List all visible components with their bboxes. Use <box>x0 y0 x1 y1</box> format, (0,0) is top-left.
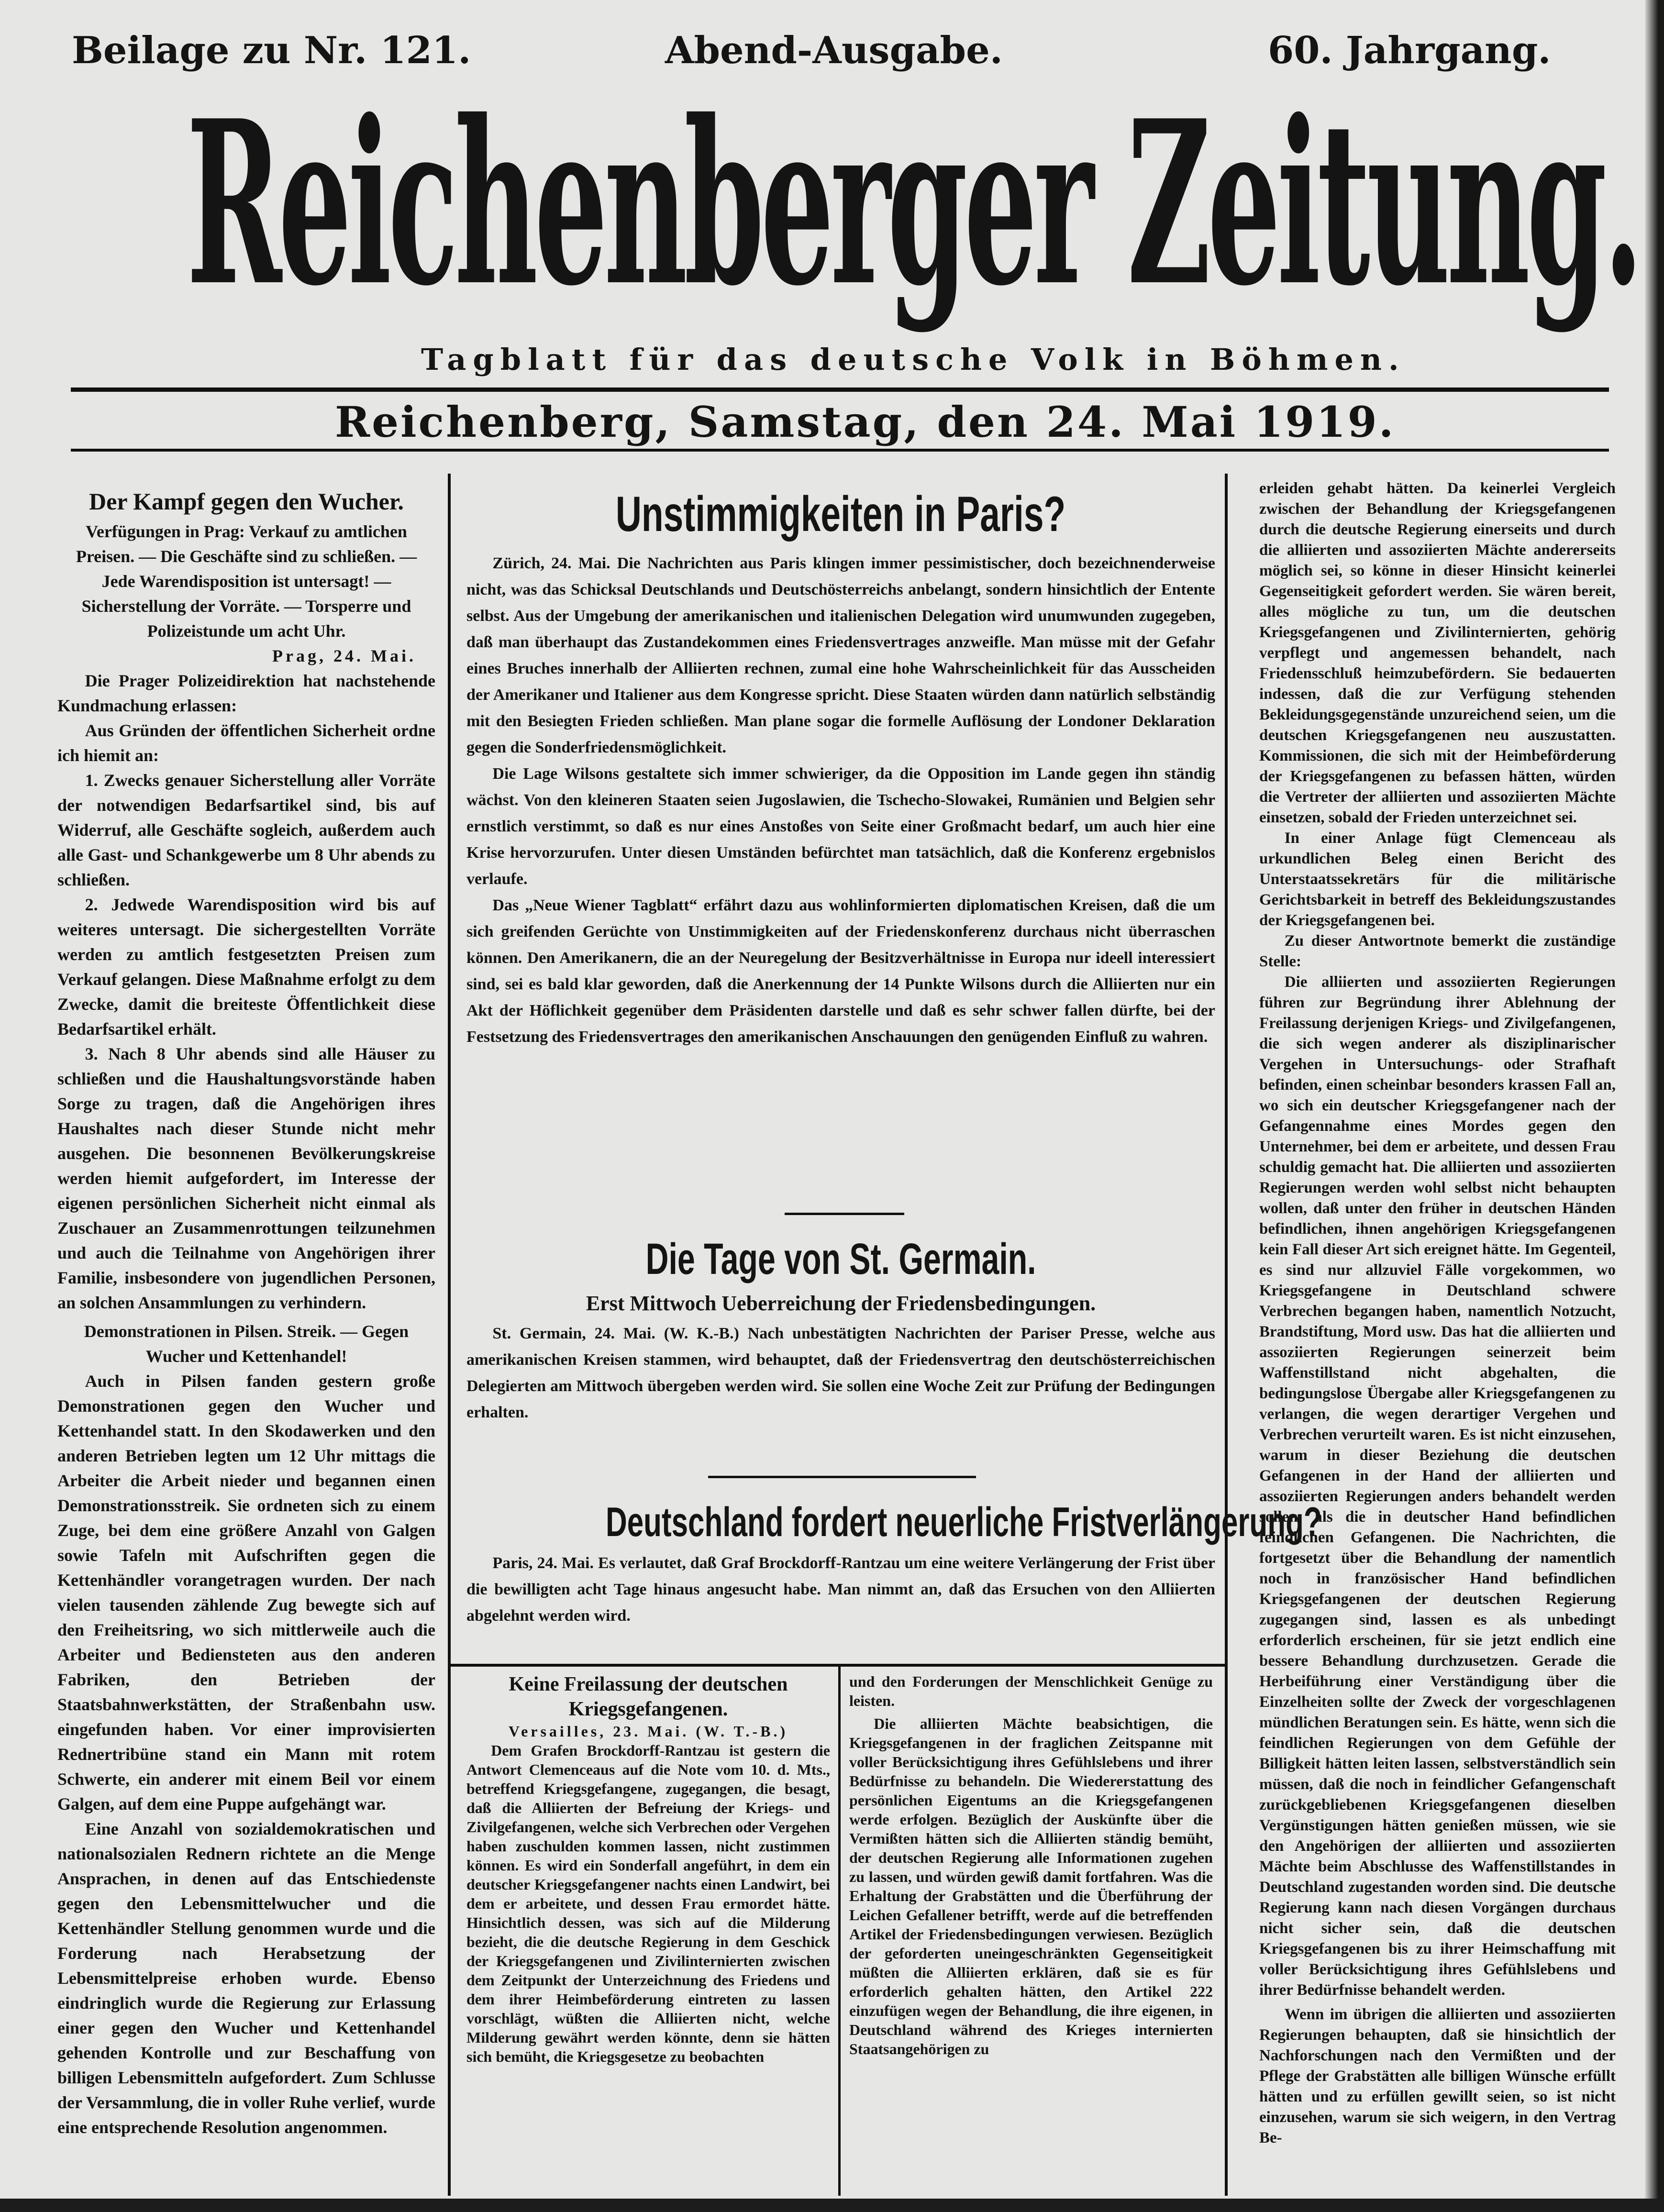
masthead <box>187 71 1640 359</box>
paragraph: Die Prager Polizeidirektion hat nachstehende Kundmachung erlassen: <box>57 671 435 715</box>
paragraph: Die alliierten Mächte beabsichtigen, die Kriegsgefangenen in der fraglichen Zeitspanne mit voller Berücksichtigung ihres Gefühlslebens und ihrer Bedürfnisse zu behandeln. Die Wiedererstattung des persönlichen Eigentums an die Kriegsgefangenen werde erfolgen. Bezüglich der Auskünfte über die Vermißten hätten sich die Alliierten ständig bemüht, der deutschen Regierung alle Informationen zugehen zu lassen, und würden gewiß damit fortfahren. Was die Erhaltung der Grabstätten und die Überführung der Leichen Gefallener betrifft, werde auf die betreffenden Artikel der Friedensbedingungen verwiesen. Bezüglich der geforderten uneingeschränkten Gegenseitigkeit müßten die Alliierten erklären, daß sie es für erforderlich gehalten hätten, den Artikel 222 einzufügen wegen der Behandlung, die ihre eigenen, in Deutschland während des Krieges internierten Staatsangehörigen zu <box>849 1715 1213 2057</box>
paragraph: 1. Zwecks genauer Sicherstellung aller Vorräte der notwendigen Bedarfsartikel sind, bis auf Widerruf, alle Geschäfte sogleich, außerdem auch alle Gast- und Schankgewerbe um 8 Uhr abends zu schließen. <box>57 771 435 889</box>
article-kriegsgefangene-part3 <box>1259 478 1616 2148</box>
subheadline: Verfügungen in Prag: Verkauf zu amtlichen Preisen. — Die Geschäfte sind zu schließen. — Jede Warendisposition ist untersagt! — Sicherstellung der Vorräte. — Torsperre und Polizeistunde um acht Uhr. <box>76 522 417 641</box>
headline-text: Unstimmigkeiten in Paris? <box>616 487 1066 542</box>
paragraph: St. Germain, 24. Mai. (W. K.-B.) Nach unbestätigten Nachrichten der Pariser Presse, welche aus amerikanischen Kreisen stammen, wird behauptet, daß der Friedensvertrag den deutschösterreichischen Delegierten am Mittwoch übergeben werden wird. Sie sollen eine Woche Zeit zur Prüfung der Bedingungen erhalten. <box>466 1325 1215 1421</box>
scan-edge-right <box>1645 0 1664 2212</box>
headline-text: Die Tage von St. Germain. <box>645 1235 1036 1283</box>
paragraph: Auch in Pilsen fanden gestern große Demonstrationen gegen den Wucher und Kettenhandel statt. In den Skodawerken und den anderen Betrieben legten um 12 Uhr mittags die Arbeiter die Arbeit nieder und begannen einen Demonstrationsstreik. Sie ordneten sich zu einem Zuge, bei dem eine größere Anzahl von Galgen sowie Tafeln mit Aufschriften gegen die Kettenhändler vorangetragen wurden. Der nach vielen tausenden zählende Zug bewegte sich auf den Freiheitsring, wo sich mittlerweile auch die Arbeiter und Bediensteten aus den anderen Fabriken, den Betrieben der Staatsbahnwerkstätten, der Straßenbahn usw. eingefunden haben. Vor einer improvisierten Rednertribüne stand ein Mann mit rotem Schwerte, ein anderer mit einem Beil vor einem Galgen, auf dem eine Puppe aufgehängt war. <box>57 1371 435 1814</box>
paragraph: In einer Anlage fügt Clemenceau als urkundlichen Beleg einen Bericht des Unterstaatssekretärs für die militärische Gerichtsbarkeit in betreff des Bekleidungszustandes der Kriegsgefangenen bei. <box>1259 830 1616 929</box>
paragraph: Die Lage Wilsons gestaltete sich immer schwieriger, da die Opposition im Lande gegen ihn ständig wächst. Von den kleineren Staaten seien Jugoslawien, die Tschecho-Slowakei, Rumänien und Belgien sehr ernstlich verstimmt, so daß es nur eines Anstoßes von Seite einer Großmacht bedarf, um auch hier eine Krise hervorzurufen. Unter diesen Umständen befürchtet man tatsächlich, daß die Konferenz ergebnislos verlaufe. <box>466 765 1215 888</box>
dateline: Versailles, 23. Mai. (W. T.-B.) <box>508 1723 788 1740</box>
masthead-title: Reichenberger Zeitung. <box>187 71 1640 335</box>
paragraph: erleiden gehabt hätten. Da keinerlei Vergleich zwischen der Behandlung der Kriegsgefangenen durch die deutsche Regierung einerseits und durch die alliierten und assoziierten Mächte andererseits möglich sei, so könne in dieser Hinsicht keinerlei Gegenseitigkeit gefordert werden. Sie wären bereit, alles mögliche zu tun, um die deutschen Kriegsgefangenen und Zivilinternierten, gehörig verpflegt und angemessen behandelt, nach Friedensschluß heimzubefördern. Sie bedauerten indessen, daß die zur Verfügung stehenden Bekleidungsgegenstände unzureichend seien, um die deutschen Kriegsgefangenen neu auszustatten. Kommissionen, die sich mit der Heimbeförderung der Kriegsgefangenen zu befassen hätten, würden die Vertreter der alliierten und assoziierten Mächte einsetzen, sobald der Frieden unterzeichnet sei. <box>1259 480 1616 826</box>
paragraph: Zu dieser Antwortnote bemerkt die zuständige Stelle: <box>1259 932 1616 970</box>
paragraph: und den Forderungen der Menschlichkeit Genüge zu leisten. <box>849 1673 1213 1709</box>
paragraph: 2. Jedwede Warendisposition wird bis auf weiteres untersagt. Die sichergestellten Vorräte werden zu amtlich festgesetzten Preisen zum Verkauf gelangen. Diese Maßnahme erfolgt zu dem Zwecke, damit die breiteste Öffentlichkeit diese Bedarfsartikel erhält. <box>57 895 435 1039</box>
scan-edge-bottom <box>0 2199 1664 2212</box>
headline <box>466 1232 1215 1287</box>
column-rule-2 <box>1225 474 1228 2196</box>
subheadline: Erst Mittwoch Ueberreichung der Friedensbedingungen. <box>586 1292 1096 1315</box>
article-kriegsgefangene-part1 <box>466 1672 830 2066</box>
column-rule-1 <box>448 474 451 2196</box>
rule-top <box>71 387 1609 392</box>
masthead-subtitle: Tagblatt für das deutsche Volk in Böhmen. <box>421 342 1406 377</box>
paragraph: Paris, 24. Mai. Es verlautet, daß Graf Brockdorff-Rantzau um eine weitere Verlängerung der Frist über die bewilligten acht Tage hinaus angesucht habe. Man nimmt an, daß das Ersuchen von den Alliierten abgelehnt werden wird. <box>466 1554 1215 1625</box>
paragraph: Wenn im übrigen die alliierten und assoziierten Regierungen behaupten, daß sie hinsichtlich der Nachforschungen nach den Vermißten und der Pflege der Grabstätten alle billigen Wünsche erfüllt hätten und zu erfüllen gewillt seien, so ist nicht einzusehen, warum sie sich weigern, in den Vertrag Be- <box>1259 2006 1616 2146</box>
subheadline-pilsen: Demonstrationen in Pilsen. Streik. — Gegen Wucher und Kettenhandel! <box>84 1322 409 1366</box>
headline: Keine Freilassung der deutschen Kriegsgefangenen. <box>509 1673 788 1720</box>
rule-bottom-section <box>451 1664 1225 1667</box>
headline-text: Deutschland fordert neuerliche Fristverlängerung? <box>606 1499 1322 1545</box>
dateline: Prag, 24. Mai. <box>272 646 416 665</box>
article-fristverlaengerung <box>466 1495 1322 1629</box>
paragraph: Eine Anzahl von sozialdemokratischen und nationalsozialen Rednern richtete an die Menge Ansprachen, in denen auf das Entschiedenste gegen den Lebensmittelwucher und die Kettenhändler Stellung genommen wurde und die Forderung nach Herabsetzung der Lebensmittelpreise erhoben wurde. Ebenso eindringlich wurde die Regierung zur Erlassung einer gegen den Wucher und Kettenhandel gehenden Kontrolle und zur Beschaffung von billigen Lebensmitteln aufgefordert. Zum Schlusse der Versammlung, die in voller Ruhe verlief, wurde eine entsprechende Resolution angenommen. <box>57 1819 435 2137</box>
paragraph: 3. Nach 8 Uhr abends sind alle Häuser zu schließen und die Haushaltungsvorstände haben Sorge zu tragen, daß die Angehörigen ihres Haushaltes nach dieser Stunde nicht mehr ausgehen. Die besonnenen Bevölkerungskreise werden hiemit aufgefordert, im Interesse der eigenen persönlichen Sicherheit nicht einmal als Zuschauer an Zusammenrottungen teilzunehmen und auch die Teilnahme von Angehörigen ihrer Familie, insbesondere von jugendlichen Personen, an solchen Ansammlungen zu verhindern. <box>57 1044 435 1312</box>
article-paris <box>466 483 1215 1050</box>
paragraph: Zürich, 24. Mai. Die Nachrichten aus Paris klingen immer pessimistischer, doch bezeichnenderweise nicht, was das Schicksal Deutschlands und Deutschösterreichs anbelangt, sondern hinsichtlich der Entente selbst. Aus der Umgebung der amerikanischen und italienischen Delegation wird unumwunden zugegeben, daß man überhaupt das Zustandekommen eines Friedensvertrages anzweifle. Man müsse mit der Gefahr eines Bruches innerhalb der Alliierten rechnen, zumal eine hohe Wahrscheinlichkeit für das Ausscheiden der Amerikaner und Italiener aus dem Kongresse spricht. Diese Staaten würden dann natürlich selbständig mit den Besiegten Frieden schließen. Man plane sogar die formelle Auflösung der Londoner Deklaration gegen die Sonderfriedensmöglichkeit. <box>466 554 1215 756</box>
edition-label: Abend-Ausgabe. <box>665 29 1003 72</box>
paragraph: Das „Neue Wiener Tagblatt“ erfährt dazu aus wohlinformierten diplomatischen Kreisen, daß die um sich greifenden Gerüchte von Unstimmigkeiten auf der Friedenskonferenz durchaus nicht überraschen können. Den Amerikanern, die an der Neuregelung der Besitzverhältnisse in Europa nur ideell interessiert sind, sei es bald klar geworden, daß die Anerkennung der 14 Punkte Wilsons durch die Alliierten nur ein Akt der Höflichkeit gegenüber dem Präsidenten darstelle und daß es sehr schwer fallen dürfte, bei der Festsetzung des Friedensvertrages den amerikanischen Anschauungen den genügenden Einfluß zu wahren. <box>466 896 1215 1046</box>
paragraph: Aus Gründen der öffentlichen Sicherheit ordne ich hiemit an: <box>57 721 435 765</box>
headline <box>466 483 1215 545</box>
headline: Der Kampf gegen den Wucher. <box>89 488 404 515</box>
issue-dateline: Reichenberg, Samstag, den 24. Mai 1919. <box>335 397 1396 447</box>
article-wucher <box>57 486 435 2140</box>
rule-below-date <box>71 449 1609 452</box>
supplement-number: Beilage zu Nr. 121. <box>72 29 471 72</box>
separator <box>785 1213 904 1215</box>
article-st-germain <box>466 1232 1215 1426</box>
paragraph: Die alliierten und assoziierten Regierungen führen zur Begründung ihrer Ablehnung der Freilassung derjenigen Kriegs- und Zivilgefangenen, die sich wegen anderer als disziplinarischer Vergehen in Untersuchungs- oder Strafhaft befinden, einen scheinbar besonders krassen Fall an, wo sich ein deutscher Kriegsgefangener nach der Gefangennahme eines Mordes gegen den Unternehmer, bei dem er arbeitete, und dessen Frau schuldig gemacht hat. Die alliierten und assoziierten Regierungen werden wohl selbst nicht behaupten wollen, daß unter den früher in deutschen Händen befindlichen, ihnen angehörigen Kriegsgefangenen kein Fall dieser Art sich ereignet hätte. Im Gegenteil, es sind nur allzuviel Fälle vorgekommen, wo Kriegsgefangene in Deutschland schwere Verbrechen begangen haben, namentlich Notzucht, Brandstiftung, Mord usw. Das hat die alliierten und assoziierten Regierungen seinerzeit beim Waffenstillstand nicht abgehalten, die bedingungslose Übergabe aller Kriegsgefangenen zu verlangen, die wegen derartiger Vergehen und Verbrechen verurteilt waren. Es ist nicht einzusehen, warum in dieser Beziehung die deutschen Gefangenen in der Hand der alliierten und assoziierten Regierungen anders behandelt werden sollen, als die in deutscher Hand befindlichen feindlichen Gefangenen. Die Nachrichten, die fortgesetzt über die Behandlung der namentlich noch in französischer Hand befindlichen Kriegsgefangenen der deutschen Regierung zugegangen sind, lassen es als unbedingt erforderlich erscheinen, für sie jetzt endlich eine bessere Behandlung durchzusetzen. Gerade die Herbeiführung einer Verständigung über die Einzelheiten sollte der Zweck der vorgeschlagenen mündlichen Beratungen sein. Es hätte, wenn sich die feindlichen Regierungen von dem Gefühle der Billigkeit hätten leiten lassen, selbstverständlich sein müssen, daß die noch in feindlicher Gefangenschaft zurückgebliebenen Kriegsgefangenen dieselben Vergünstigungen hätten genießen müssen, wie sie den Angehörigen der alliierten und assoziierten Mächte beim Abschlusse des Waffenstillstandes in Deutschland zugestanden worden sind. Die deutsche Regierung kann nach diesen Vorgängen durchaus nicht sicher sein, daß die deutschen Kriegsgefangenen bis zu ihrer Heimschaffung mit voller Berücksichtigung ihres Gefühlslebens und ihrer Bedürfnisse behandelt werden. <box>1259 973 1616 1999</box>
headline <box>466 1495 1322 1550</box>
subcolumn-rule <box>838 1667 841 2196</box>
separator <box>708 1476 976 1478</box>
volume-label: 60. Jahrgang. <box>1268 29 1551 72</box>
article-kriegsgefangene-part2 <box>849 1672 1213 2058</box>
paragraph: Dem Grafen Brockdorff-Rantzau ist gestern die Antwort Clemenceaus auf die Note vom 10. d. Mts., betreffend Kriegsgefangene, zugegangen, die besagt, daß die Alliierten der Befreiung der Kriegs- und Zivilgefangenen, welche sich Verbrechen oder Vergehen haben zuschulden kommen lassen, nicht zustimmen können. Es wird ein Sonderfall angeführt, in dem ein deutscher Kriegsgefangener nachts einen Landwirt, bei dem er arbeitete, und dessen Frau ermordet hätte. Hinsichtlich dessen, was sich auf die Milderung bezieht, die die deutsche Regierung in dem Geschick der Kriegsgefangenen und Zivilinternierten zwischen dem Zeitpunkt der Unterzeichnung des Friedens und dem ihrer Heimbeförderung eintreten zu lassen vorschlägt, wüßten die Alliierten nicht, welche Milderung gewährt werden könnte, denn sie hätten sich bemüht, die Kriegsgesetze zu beobachten <box>466 1742 830 2065</box>
